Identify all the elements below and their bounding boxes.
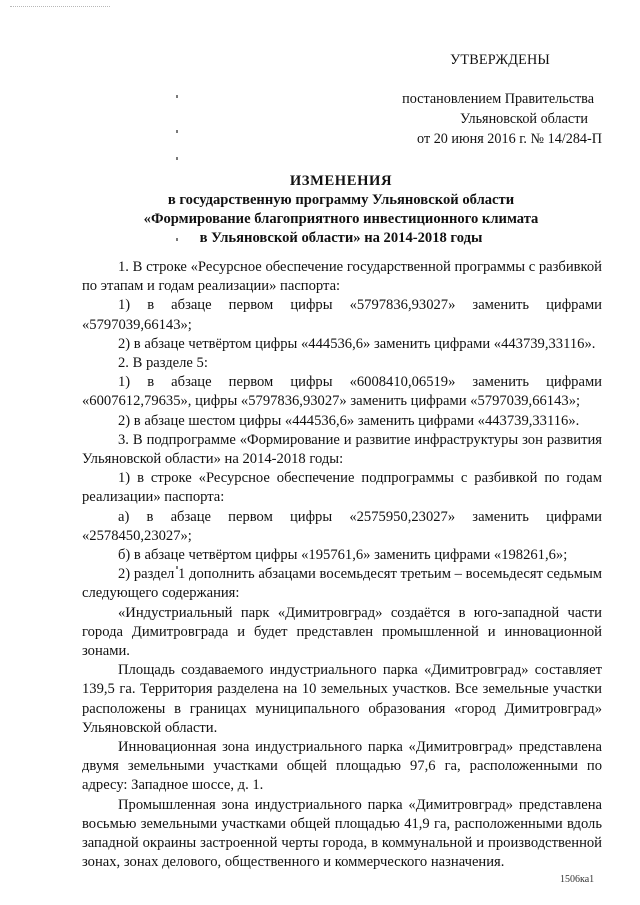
title-line-1: ИЗМЕНЕНИЯ bbox=[289, 173, 393, 189]
paragraph: 1) в абзаце первом цифры «5797836,93027» заменить цифрами «5797039,66143»; bbox=[82, 297, 602, 333]
paragraph: 2. В разделе 5: bbox=[118, 355, 208, 372]
paragraph: Площадь создаваемого индустриального парка «Димитровград» составляет 139,5 га. Территория разделена на 10 земельных участков. Все земельные участки расположены в границах муниципального образования «город Димитровград» Ульяновской области. bbox=[82, 662, 602, 736]
document-body bbox=[82, 258, 602, 873]
document-code: 1506ка1 bbox=[560, 874, 595, 885]
scan-mark bbox=[176, 95, 178, 98]
scan-artifact bbox=[10, 6, 110, 13]
scan-mark bbox=[176, 130, 178, 133]
approval-heading: УТВЕРЖДЕНЫ bbox=[450, 52, 550, 68]
document-title bbox=[78, 172, 604, 248]
approval-line-1: постановлением Правительства bbox=[402, 91, 594, 107]
paragraph: «Индустриальный парк «Димитровград» создаётся в юго-западной части города Димитровграда и будет представлен промышленной и инновационной зонами. bbox=[82, 604, 602, 660]
scan-mark bbox=[176, 157, 178, 160]
paragraph: 3. В подпрограмме «Формирование и развитие инфраструктуры зон развития Ульяновской области» на 2014-2018 годы: bbox=[82, 431, 602, 468]
paragraph: 2) в абзаце четвёртом цифры «444536,6» заменить цифрами «443739,33116». bbox=[118, 335, 596, 352]
paragraph: 2) в абзаце шестом цифры «444536,6» заменить цифрами «443739,33116». bbox=[118, 412, 580, 429]
paragraph: Промышленная зона индустриального парка «Димитровград» представлена восьмью земельными участками общей площадью 41,9 га, расположенными вдоль западной окраины застроенной черты города, в коммунальной и производственной зонах, зонах делового, общественного и коммерческого назначения. bbox=[82, 796, 602, 871]
title-line-2: в государственную программу Ульяновской области bbox=[167, 192, 515, 208]
paragraph: 1) в абзаце первом цифры «6008410,06519» заменить цифрами «6007612,79635», цифры «5797836,93027» заменить цифрами «5797039,66143»; bbox=[82, 374, 602, 410]
approval-line-2: Ульяновской области bbox=[460, 111, 588, 127]
paragraph: 2) раздел 1 дополнить абзацами восемьдесят третьим – восемьдесят седьмым следующего содержания: bbox=[82, 566, 602, 602]
paragraph: б) в абзаце четвёртом цифры «195761,6» заменить цифрами «198261,6»; bbox=[118, 547, 568, 564]
paragraph: а) в абзаце первом цифры «2575950,23027» заменить цифрами «2578450,23027»; bbox=[82, 508, 602, 544]
title-line-3: «Формирование благоприятного инвестиционного климата bbox=[143, 211, 539, 227]
approval-block bbox=[360, 50, 616, 149]
paragraph: Инновационная зона индустриального парка «Димитровград» представлена двумя земельными участками общей площадью 97,6 га, расположенными по адресу: Западное шоссе, д. 1. bbox=[82, 739, 602, 794]
paragraph: 1) в строке «Ресурсное обеспечение подпрограммы с разбивкой по годам реализации» паспорта: bbox=[82, 470, 602, 506]
title-line-4: в Ульяновской области» на 2014-2018 годы bbox=[199, 230, 483, 246]
paragraph: 1. В строке «Ресурсное обеспечение государственной программы с разбивкой по этапам и годам реализации» паспорта: bbox=[82, 259, 602, 295]
approval-decree-date: от 20 июня 2016 г. № 14/284-П bbox=[417, 131, 602, 147]
